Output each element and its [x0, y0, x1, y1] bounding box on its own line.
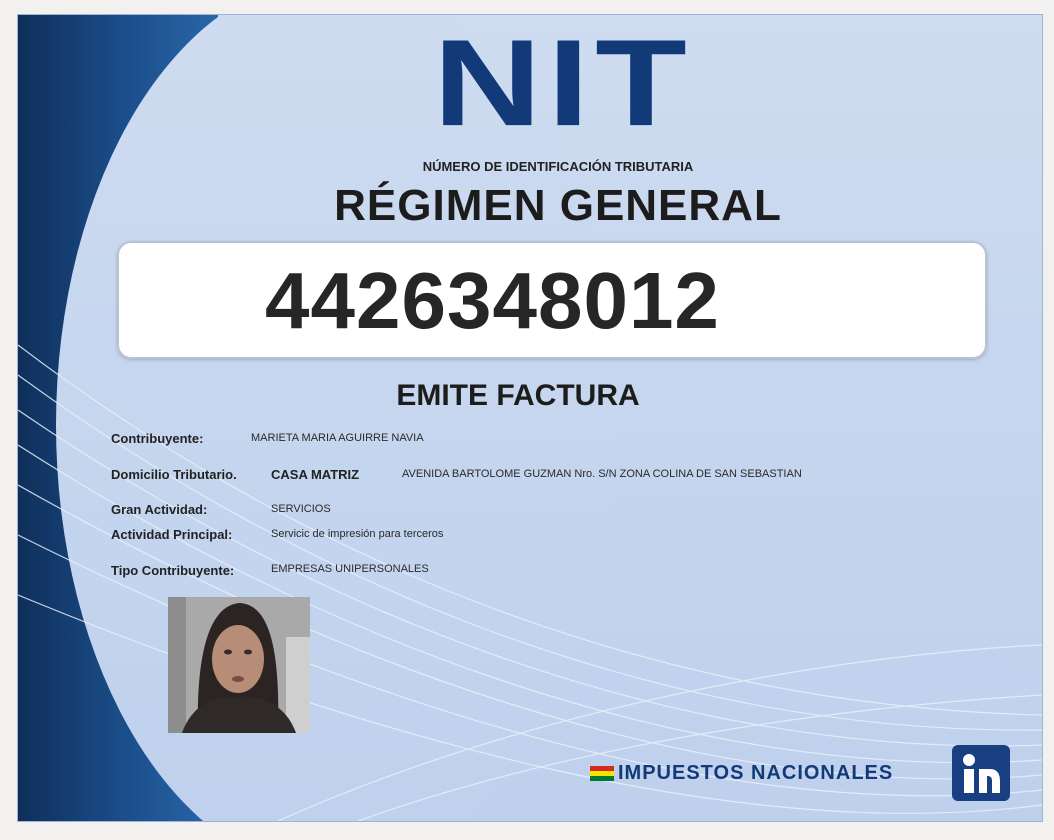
bolivia-flag-icon — [590, 766, 614, 781]
gran-actividad-value: SERVICIOS — [271, 503, 331, 515]
actividad-principal-value: Servicic de impresión para terceros — [271, 528, 444, 540]
tipo-contribuyente-label: Tipo Contribuyente: — [111, 563, 235, 578]
portrait-icon — [168, 597, 310, 733]
nit-acronym: NIT — [433, 14, 693, 152]
regime-title: RÉGIMEN GENERAL — [334, 181, 782, 230]
contribuyente-value: MARIETA MARIA AGUIRRE NAVIA — [251, 432, 424, 444]
actividad-principal-label: Actividad Principal: — [111, 527, 233, 542]
tipo-contribuyente-value: EMPRESAS UNIPERSONALES — [271, 563, 429, 575]
nit-number: 4426348012 — [265, 256, 720, 345]
impuestos-logo-icon — [952, 745, 1010, 801]
taxpayer-photo — [168, 597, 310, 733]
nit-number-box — [117, 241, 987, 359]
contribuyente-label: Contribuyente: — [111, 431, 204, 446]
invoice-status: EMITE FACTURA — [396, 379, 640, 412]
impuestos-brand — [590, 759, 950, 787]
domicilio-label: Domicilio Tributario. — [111, 467, 237, 482]
domicilio-value: AVENIDA BARTOLOME GUZMAN Nro. S/N ZONA COLINA DE SAN SEBASTIAN — [402, 468, 802, 480]
brand-text: IMPUESTOS NACIONALES — [618, 761, 894, 784]
nit-subtitle: NÚMERO DE IDENTIFICACIÓN TRIBUTARIA — [422, 159, 694, 174]
gran-actividad-label: Gran Actividad: — [111, 502, 208, 517]
nit-certificate — [17, 14, 1043, 822]
domicilio-type: CASA MATRIZ — [271, 467, 360, 482]
